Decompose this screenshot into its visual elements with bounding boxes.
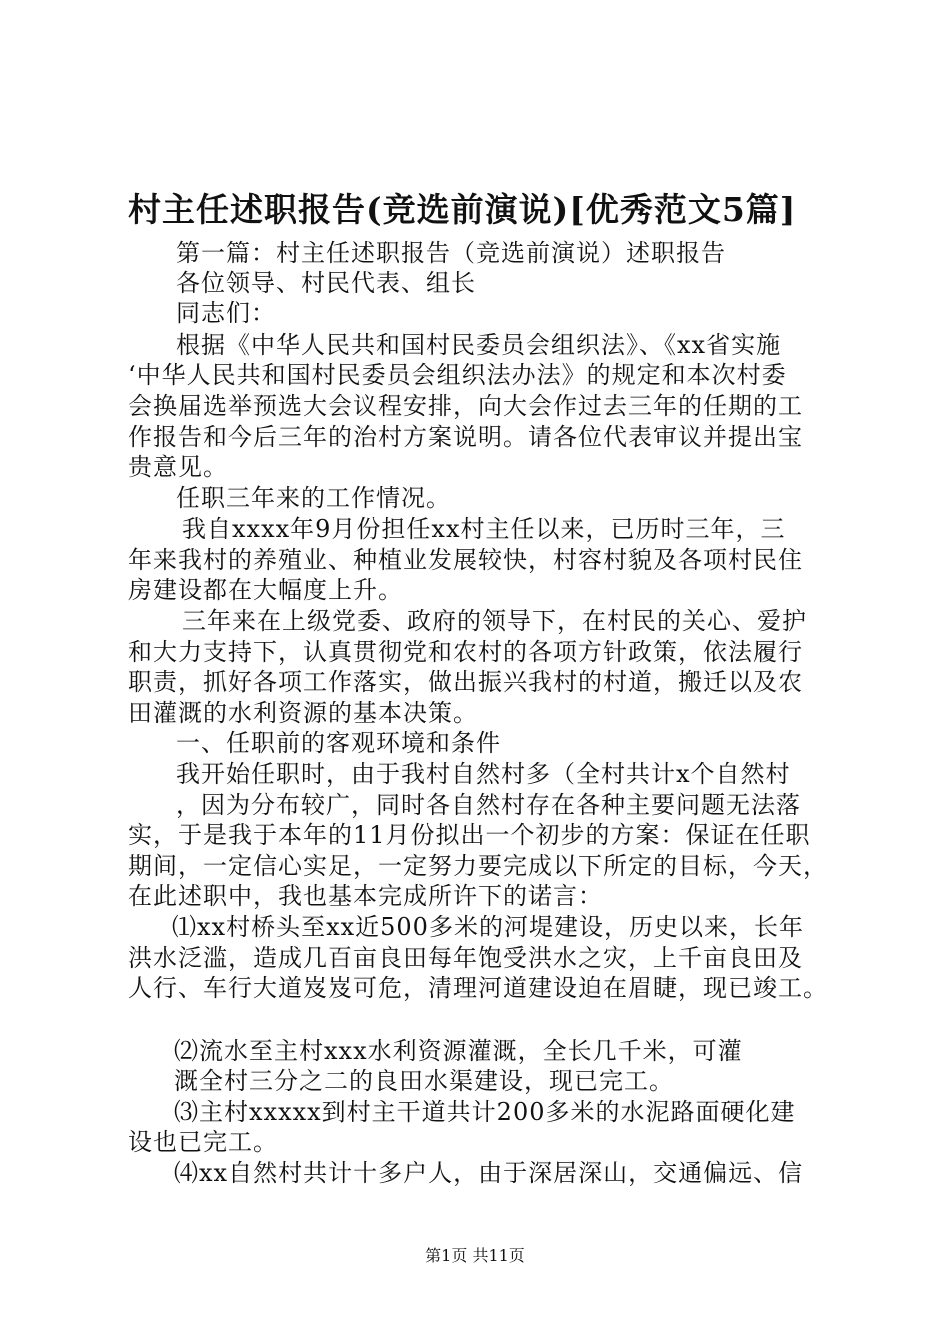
text-line: 在此述职中，我也基本完成所许下的诺言： [128,882,603,910]
text-line: 我自xxxx年9月份担任xx村主任以来，已历时三年，三 [182,515,786,543]
text-line: ⑶主村xxxxx到村主干道共计200多米的水泥路面硬化建 [174,1098,796,1126]
text-line: ⑷xx自然村共计十多户人，由于深居深山，交通偏远、信 [174,1159,804,1187]
text-line: ，因为分布较广，同时各自然村存在各种主要问题无法落 [176,791,801,819]
text-line: ‘中华人民共和国村民委员会组织法办法》的规定和本次村委 [128,361,787,389]
text-line: 同志们： [176,299,276,327]
text-line: 各位领导、村民代表、组长 [176,269,476,297]
text-line: ⑵流水至主村xxx水利资源灌溉，全长几千米，可灌 [174,1037,743,1065]
text-line: 溉全村三分之二的良田水渠建设，现已完工。 [174,1067,674,1095]
text-line: 三年来在上级党委、政府的领导下，在村民的关心、爱护 [182,607,807,635]
text-line: 会换届选举预选大会议程安排，向大会作过去三年的任期的工 [128,392,803,420]
text-line: 职责，抓好各项工作落实，做出振兴我村的村道，搬迁以及农 [128,668,803,696]
text-line: 年来我村的养殖业、种植业发展较快，村容村貌及各项村民住 [128,546,803,574]
document-title: 村主任述职报告(竞选前演说)[优秀范文5篇] [128,190,797,229]
page-footer: 第1页 共11页 [425,1246,525,1265]
text-line: 期间，一定信心实足，一定努力要完成以下所定的目标，今天， [128,852,828,880]
text-line: 房建设都在大幅度上升。 [128,576,403,604]
text-line: 设也已完工。 [128,1128,278,1156]
text-line: ⑴xx村桥头至xx近500多米的河堤建设，历史以来，长年 [172,913,804,941]
text-line: 洪水泛滥，造成几百亩良田每年饱受洪水之灾，上千亩良田及 [128,944,803,972]
text-line: 贵意见。 [128,453,228,481]
text-line: 和大力支持下，认真贯彻党和农村的各项方针政策，依法履行 [128,638,803,666]
text-line: 一、任职前的客观环境和条件 [176,729,501,757]
text-line: 我开始任职时，由于我村自然村多（全村共计x个自然村 [176,760,791,788]
text-line: 任职三年来的工作情况。 [176,484,451,512]
text-line: 根据《中华人民共和国村民委员会组织法》、《xx省实施 [176,331,782,359]
text-line: 田灌溉的水利资源的基本决策。 [128,699,478,727]
text-line: 实，于是我于本年的11月份拟出一个初步的方案：保证在任职 [128,821,811,849]
text-line: 作报告和今后三年的治村方案说明。请各位代表审议并提出宝 [128,423,803,451]
text-line: 人行、车行大道岌岌可危，清理河道建设迫在眉睫，现已竣工。 [128,974,828,1002]
text-line: 第一篇：村主任述职报告（竞选前演说）述职报告 [176,239,726,267]
